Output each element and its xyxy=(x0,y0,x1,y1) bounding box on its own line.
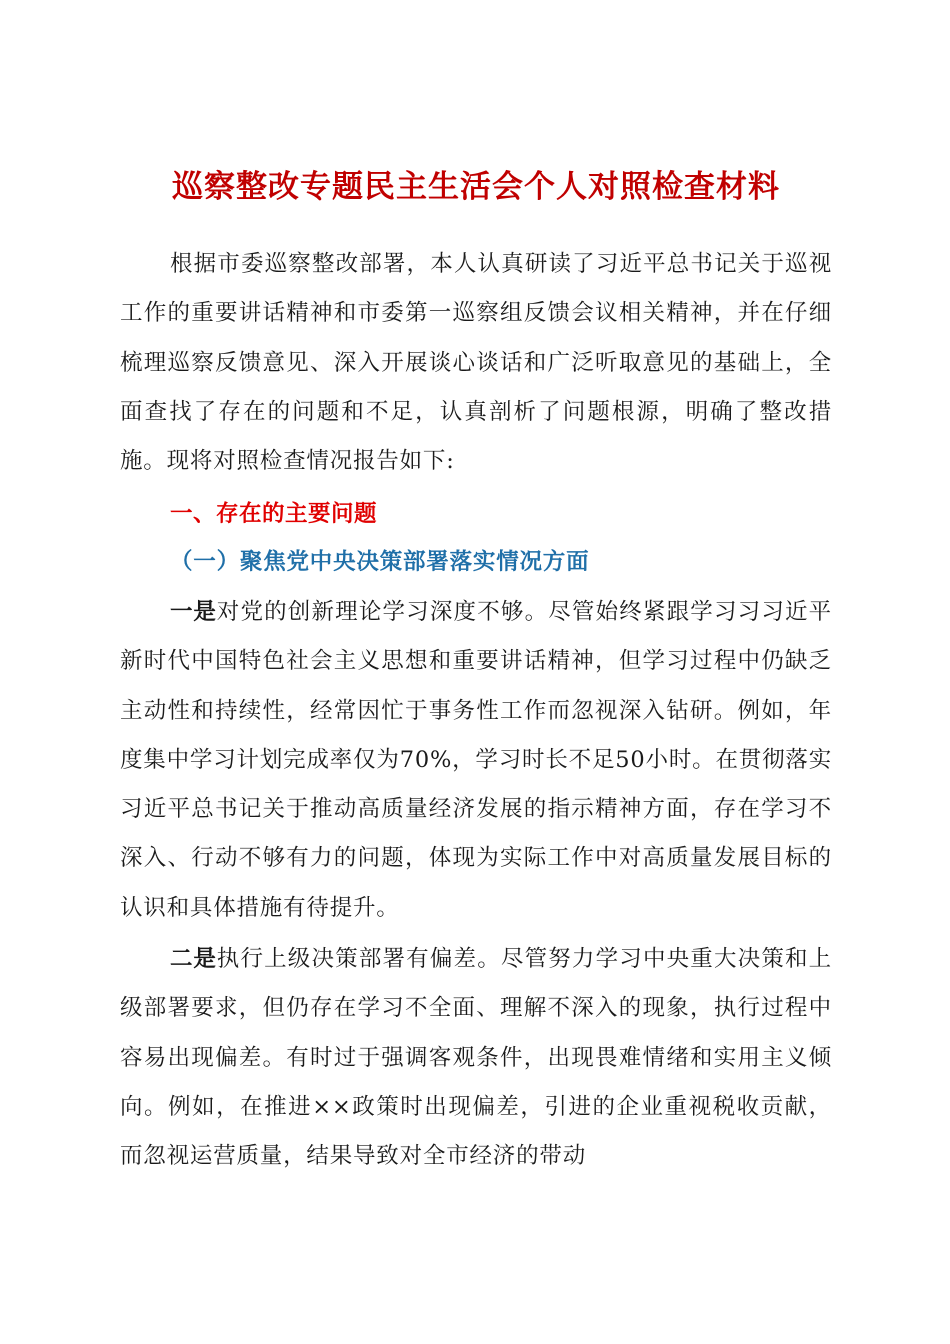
point-lead-2: 二是 xyxy=(170,946,217,972)
point-lead-1: 一是 xyxy=(170,599,217,625)
point-paragraph-1 xyxy=(120,588,832,933)
point-text-2: 执行上级决策部署有偏差。尽管努力学习中央重大决策和上级部署要求，但仍存在学习不全面、理解不深入的现象，执行过程中容易出现偏差。有时过于强调客观条件，出现畏难情绪和实用主义倾向。例如，在推进××政策时出现偏差，引进的企业重视税收贡献，而忽视运营质量，结果导致对全市经济的带动 xyxy=(120,946,832,1170)
section-heading-problems: 一、存在的主要问题 xyxy=(170,501,378,527)
document-title: 巡察整改专题民主生活会个人对照检查材料 xyxy=(172,169,780,205)
intro-paragraph: 根据市委巡察整改部署，本人认真研读了习近平总书记关于巡视工作的重要讲话精神和市委第一巡察组反馈会议相关精神，并在仔细梳理巡察反馈意见、深入开展谈心谈话和广泛听取意见的基础上，全面查找了存在的问题和不足，认真剖析了问题根源，明确了整改措施。现将对照检查情况报告如下: xyxy=(120,251,832,475)
point-paragraph-2 xyxy=(120,935,832,1181)
point-text-1: 对党的创新理论学习深度不够。尽管始终紧跟学习习习近平新时代中国特色社会主义思想和重要讲话精神，但学习过程中仍缺乏主动性和持续性，经常因忙于事务性工作而忽视深入钻研。例如，年度集中学习计划完成率仅为70%，学习时长不足50小时。在贯彻落实习近平总书记关于推动高质量经济发展的指示精神方面，存在学习不深入、行动不够有力的问题，体现为实际工作中对高质量发展目标的认识和具体措施有待提升。 xyxy=(120,599,832,921)
subsection-heading-decisions: （一）聚焦党中央决策部署落实情况方面 xyxy=(170,549,590,575)
